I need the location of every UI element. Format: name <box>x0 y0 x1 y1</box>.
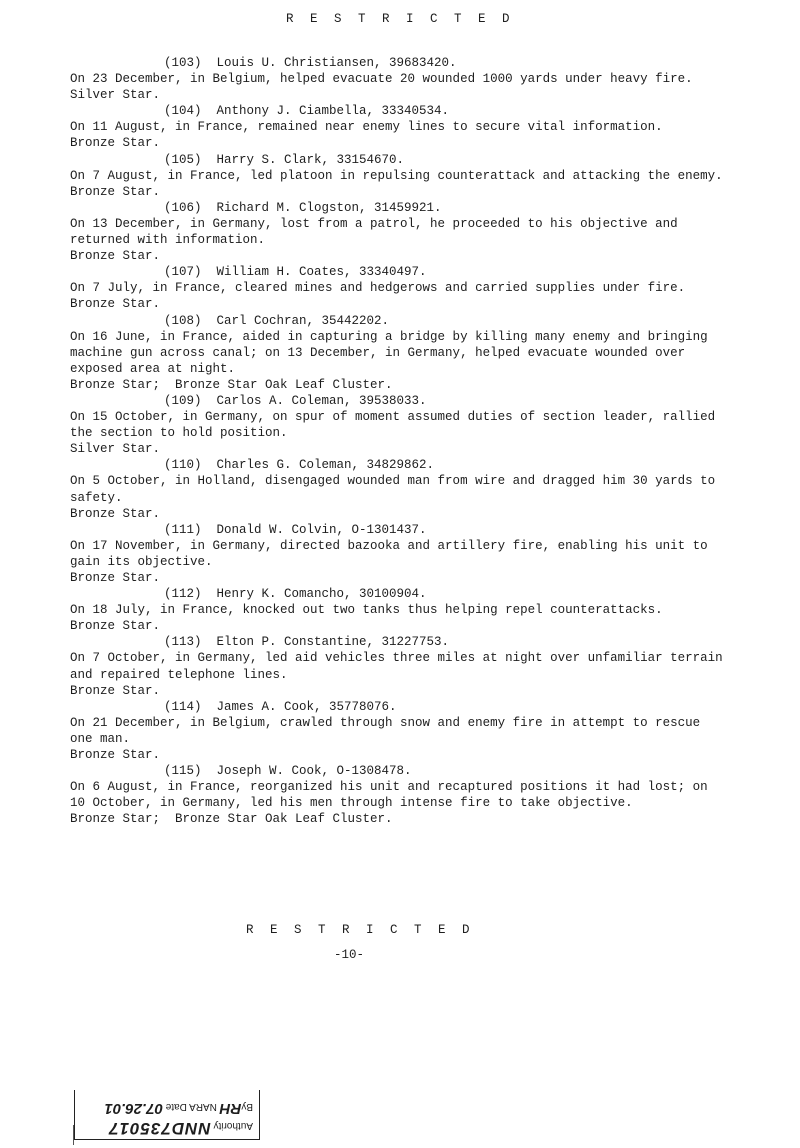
citation-award: Bronze Star. <box>70 571 161 585</box>
citation-entry <box>70 457 730 521</box>
citation-entry <box>70 393 730 457</box>
citation-award: Bronze Star. <box>70 249 161 264</box>
citation-entry <box>70 264 730 312</box>
citation-entry <box>70 586 730 634</box>
page-number: -10- <box>333 948 364 962</box>
citation-heading: (109) Carlos A. Coleman, 39538033. <box>164 393 427 408</box>
citation-entry <box>70 699 730 763</box>
citation-heading: (114) James A. Cook, 35778076. <box>164 699 397 714</box>
citation-award: Bronze Star. <box>70 297 161 312</box>
citation-text: On 6 August, in France, reorganized his unit and recaptured positions it had lost; on 10 October, in Germany, led his men through intense fire to take objective. <box>70 780 708 811</box>
citation-award: Silver Star. <box>70 88 161 103</box>
stamp-authority-label: Authority <box>213 1120 253 1131</box>
citation-award: Bronze Star. <box>70 619 161 634</box>
stamp-date-value: 07.26.01 <box>104 1100 163 1117</box>
citation-heading: (110) Charles G. Coleman, 34829862. <box>164 458 435 473</box>
citation-list <box>70 55 730 828</box>
citation-award: Bronze Star. <box>70 136 161 151</box>
stamp-by-label: By <box>241 1101 253 1112</box>
citation-text: On 7 October, in Germany, led aid vehicles three miles at night over unfamiliar terrain and repaired telephone lines. <box>70 651 723 682</box>
citation-award: Bronze Star. <box>70 184 161 199</box>
stamp-authority-value: NND735017 <box>108 1119 211 1138</box>
citation-entry <box>70 152 730 200</box>
citation-heading: (105) Harry S. Clark, 33154670. <box>164 152 405 167</box>
citation-text: On 16 June, in France, aided in capturing a bridge by killing many enemy and bringing machine gun across canal; on 13 December, in Germany, helped evacuate wounded over exposed area at night. <box>70 329 708 376</box>
header-classification: R E S T R I C T E D <box>285 12 515 26</box>
citation-entry <box>70 313 730 393</box>
citation-heading: (115) Joseph W. Cook, O-1308478. <box>164 764 412 779</box>
stamp-date-line <box>81 1097 253 1117</box>
citation-heading: (104) Anthony J. Ciambella, 33340534. <box>164 104 450 119</box>
citation-heading: (103) Louis U. Christiansen, 39683420. <box>164 56 457 70</box>
citation-award: Bronze Star. <box>70 506 161 521</box>
citation-entry <box>70 634 730 698</box>
citation-award: Bronze Star. <box>70 683 161 698</box>
citation-award: Bronze Star; Bronze Star Oak Leaf Cluster. <box>70 377 393 392</box>
margin-mark <box>73 1125 74 1145</box>
stamp-by-value: RH <box>219 1100 242 1117</box>
citation-text: On 11 August, in France, remained near enemy lines to secure vital information. <box>70 120 663 135</box>
citation-text: On 7 August, in France, led platoon in repulsing counterattack and attacking the enemy. <box>70 168 723 183</box>
citation-entry <box>70 55 730 103</box>
stamp-authority-line <box>81 1117 253 1136</box>
citation-entry <box>70 763 730 827</box>
footer-classification: R E S T R I C T E D <box>245 923 475 937</box>
citation-text: On 15 October, in Germany, on spur of moment assumed duties of section leader, rallied the section to hold position. <box>70 410 716 441</box>
citation-entry <box>70 522 730 586</box>
citation-heading: (107) William H. Coates, 33340497. <box>164 265 427 280</box>
citation-award: Silver Star. <box>70 442 161 457</box>
citation-heading: (112) Henry K. Comancho, 30100904. <box>164 587 427 602</box>
citation-text: On 23 December, in Belgium, helped evacuate 20 wounded 1000 yards under heavy fire. <box>70 72 693 87</box>
citation-text: On 21 December, in Belgium, crawled through snow and enemy fire in attempt to rescue one man. <box>70 715 701 746</box>
citation-text: On 5 October, in Holland, disengaged wounded man from wire and dragged him 30 yards to safety. <box>70 474 716 505</box>
citation-heading: (113) Elton P. Constantine, 31227753. <box>164 635 450 650</box>
citation-entry <box>70 200 730 264</box>
citation-text: On 18 July, in France, knocked out two tanks thus helping repel counterattacks. <box>70 603 663 618</box>
citation-award: Bronze Star. <box>70 748 161 763</box>
citation-heading: (108) Carl Cochran, 35442202. <box>164 313 390 328</box>
citation-text: On 7 July, in France, cleared mines and hedgerows and carried supplies under fire. <box>70 281 686 296</box>
citation-text: On 17 November, in Germany, directed bazooka and artillery fire, enabling his unit to gain its objective. <box>70 538 708 569</box>
citation-heading: (111) Donald W. Colvin, O-1301437. <box>164 522 427 537</box>
stamp-nara-label: NARA Date <box>165 1101 217 1112</box>
citation-heading: (106) Richard M. Clogston, 31459921. <box>164 200 442 215</box>
declassification-stamp <box>74 1090 260 1140</box>
citation-award: Bronze Star; Bronze Star Oak Leaf Cluster. <box>70 812 393 827</box>
citation-entry <box>70 103 730 151</box>
citation-text: On 13 December, in Germany, lost from a patrol, he proceeded to his objective and returned with information. <box>70 216 678 248</box>
